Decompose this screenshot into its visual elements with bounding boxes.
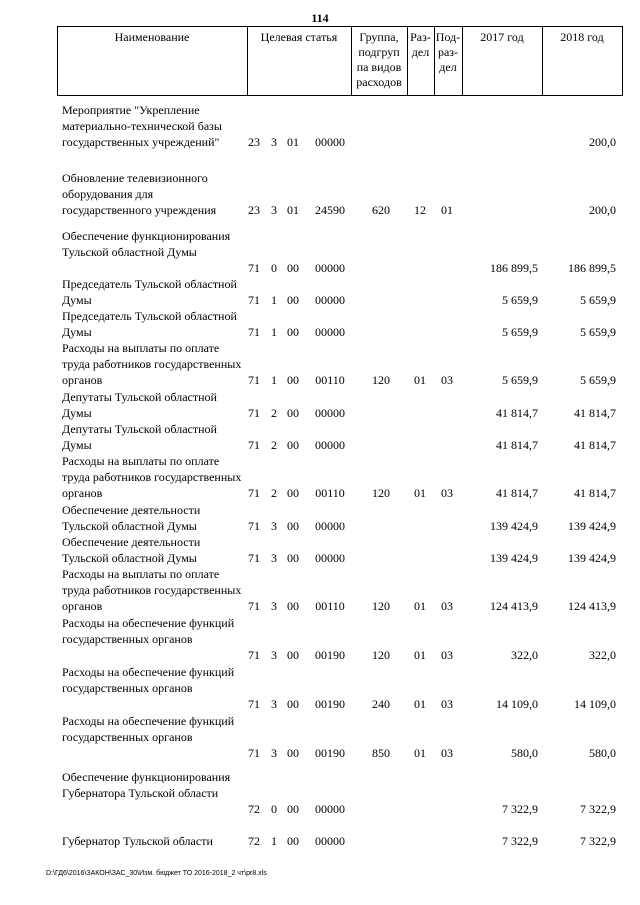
code-subprogram: 3 xyxy=(271,135,277,149)
code-subprogram: 2 xyxy=(271,438,277,452)
code-direction: 00190 xyxy=(315,746,345,760)
group-code: 620 xyxy=(372,203,390,217)
amount-2017: 41 814,7 xyxy=(496,438,538,452)
amount-2017: 7 322,9 xyxy=(502,802,538,816)
amount-2018: 41 814,7 xyxy=(574,438,616,452)
code-subprogram: 1 xyxy=(271,373,277,387)
code-subprogram: 1 xyxy=(271,293,277,307)
amount-2017: 41 814,7 xyxy=(496,406,538,420)
razdel-code: 01 xyxy=(414,697,426,711)
amount-2018: 41 814,7 xyxy=(574,406,616,420)
row-name: Председатель Тульской областной Думы xyxy=(62,277,237,307)
row-name: Обеспечение деятельности Тульской областной Думы xyxy=(62,503,201,533)
row-name: Депутаты Тульской областной Думы xyxy=(62,422,217,452)
amount-2017: 580,0 xyxy=(511,746,538,760)
podrazdel-code: 03 xyxy=(441,486,453,500)
code-direction: 00190 xyxy=(315,648,345,662)
code-event: 00 xyxy=(287,519,299,533)
amount-2018: 7 322,9 xyxy=(580,834,616,848)
code-program: 71 xyxy=(248,599,260,613)
razdel-code: 01 xyxy=(414,373,426,387)
podrazdel-code: 03 xyxy=(441,599,453,613)
code-event: 00 xyxy=(287,406,299,420)
table-header xyxy=(57,26,623,96)
code-subprogram: 2 xyxy=(271,406,277,420)
amount-2018: 5 659,9 xyxy=(580,325,616,339)
amount-2018: 186 899,5 xyxy=(568,261,616,275)
row-name: Расходы на выплаты по оплате труда работников государственных органов xyxy=(62,454,242,500)
header-name: Наименование xyxy=(114,30,190,44)
group-code: 120 xyxy=(372,599,390,613)
code-program: 23 xyxy=(248,203,260,217)
podrazdel-code: 03 xyxy=(441,648,453,662)
code-subprogram: 0 xyxy=(271,261,277,275)
code-direction: 00110 xyxy=(315,599,345,613)
group-code: 120 xyxy=(372,373,390,387)
code-event: 00 xyxy=(287,325,299,339)
code-direction: 00000 xyxy=(315,135,345,149)
podrazdel-code: 01 xyxy=(441,203,453,217)
code-program: 71 xyxy=(248,373,260,387)
podrazdel-code: 03 xyxy=(441,373,453,387)
razdel-code: 01 xyxy=(414,746,426,760)
header-group: Группа, подгруп па видов расходов xyxy=(356,30,402,89)
group-code: 240 xyxy=(372,697,390,711)
amount-2018: 5 659,9 xyxy=(580,373,616,387)
amount-2017: 139 424,9 xyxy=(490,519,538,533)
page-number: 114 xyxy=(311,11,329,25)
code-program: 71 xyxy=(248,261,260,275)
code-program: 72 xyxy=(248,834,260,848)
code-event: 00 xyxy=(287,648,299,662)
code-event: 00 xyxy=(287,746,299,760)
code-subprogram: 3 xyxy=(271,599,277,613)
razdel-code: 01 xyxy=(414,648,426,662)
group-code: 120 xyxy=(372,486,390,500)
row-name: Губернатор Тульской области xyxy=(62,834,213,848)
code-event: 00 xyxy=(287,486,299,500)
row-name: Расходы на выплаты по оплате труда работников государственных органов xyxy=(62,567,242,613)
row-name: Обеспечение функционирования Губернатора Тульской области xyxy=(62,770,231,800)
code-program: 71 xyxy=(248,648,260,662)
razdel-code: 01 xyxy=(414,486,426,500)
row-name: Мероприятие "Укрепление материально-технической базы государственных учреждений" xyxy=(62,103,222,149)
amount-2018: 200,0 xyxy=(589,135,616,149)
code-direction: 00000 xyxy=(315,261,345,275)
code-subprogram: 1 xyxy=(271,325,277,339)
header-divider xyxy=(622,26,623,96)
amount-2018: 5 659,9 xyxy=(580,293,616,307)
amount-2018: 200,0 xyxy=(589,203,616,217)
code-direction: 00110 xyxy=(315,486,345,500)
amount-2017: 139 424,9 xyxy=(490,551,538,565)
amount-2017: 14 109,0 xyxy=(496,697,538,711)
razdel-code: 12 xyxy=(414,203,426,217)
code-subprogram: 3 xyxy=(271,648,277,662)
code-direction: 00110 xyxy=(315,373,345,387)
code-program: 71 xyxy=(248,406,260,420)
group-code: 850 xyxy=(372,746,390,760)
row-name: Депутаты Тульской областной Думы xyxy=(62,390,217,420)
code-program: 71 xyxy=(248,438,260,452)
amount-2017: 186 899,5 xyxy=(490,261,538,275)
header-target: Целевая статья xyxy=(260,30,338,44)
row-name: Обеспечение деятельности Тульской областной Думы xyxy=(62,535,201,565)
code-subprogram: 2 xyxy=(271,486,277,500)
code-program: 72 xyxy=(248,802,260,816)
code-direction: 24590 xyxy=(315,203,345,217)
code-program: 71 xyxy=(248,486,260,500)
footer-path: D:\ГД6\2016\ЗАКОН\ЗАС_30\Изм. бюджет ТО 2016-2018_2 чт\pr8.xls xyxy=(46,870,267,877)
code-direction: 00190 xyxy=(315,697,345,711)
code-program: 71 xyxy=(248,293,260,307)
amount-2018: 7 322,9 xyxy=(580,802,616,816)
code-event: 00 xyxy=(287,599,299,613)
code-subprogram: 3 xyxy=(271,697,277,711)
header-bottom-border xyxy=(57,95,623,96)
amount-2017: 5 659,9 xyxy=(502,293,538,307)
podrazdel-code: 03 xyxy=(441,746,453,760)
code-subprogram: 3 xyxy=(271,746,277,760)
amount-2018: 322,0 xyxy=(589,648,616,662)
code-program: 71 xyxy=(248,519,260,533)
code-event: 01 xyxy=(287,135,299,149)
header-top-border xyxy=(57,26,623,27)
code-subprogram: 3 xyxy=(271,551,277,565)
code-event: 00 xyxy=(287,293,299,307)
code-program: 71 xyxy=(248,746,260,760)
code-program: 71 xyxy=(248,325,260,339)
code-event: 00 xyxy=(287,551,299,565)
amount-2018: 580,0 xyxy=(589,746,616,760)
row-name: Расходы на обеспечение функций государственных органов xyxy=(62,616,235,646)
code-direction: 00000 xyxy=(315,293,345,307)
code-event: 00 xyxy=(287,697,299,711)
code-event: 00 xyxy=(287,373,299,387)
code-program: 23 xyxy=(248,135,260,149)
amount-2018: 14 109,0 xyxy=(574,697,616,711)
header-podrazdel: Под- раз- дел xyxy=(435,30,461,74)
code-event: 01 xyxy=(287,203,299,217)
code-event: 00 xyxy=(287,802,299,816)
code-event: 00 xyxy=(287,261,299,275)
amount-2018: 41 814,7 xyxy=(574,486,616,500)
code-direction: 00000 xyxy=(315,438,345,452)
code-direction: 00000 xyxy=(315,834,345,848)
code-program: 71 xyxy=(248,697,260,711)
podrazdel-code: 03 xyxy=(441,697,453,711)
amount-2017: 5 659,9 xyxy=(502,373,538,387)
code-direction: 00000 xyxy=(315,519,345,533)
code-program: 71 xyxy=(248,551,260,565)
amount-2017: 322,0 xyxy=(511,648,538,662)
razdel-code: 01 xyxy=(414,599,426,613)
row-name: Председатель Тульской областной Думы xyxy=(62,309,237,339)
header-2017: 2017 год xyxy=(480,30,524,44)
code-subprogram: 1 xyxy=(271,834,277,848)
amount-2017: 5 659,9 xyxy=(502,325,538,339)
amount-2017: 41 814,7 xyxy=(496,486,538,500)
code-subprogram: 3 xyxy=(271,519,277,533)
code-subprogram: 3 xyxy=(271,203,277,217)
code-direction: 00000 xyxy=(315,325,345,339)
amount-2018: 124 413,9 xyxy=(568,599,616,613)
code-direction: 00000 xyxy=(315,551,345,565)
code-event: 00 xyxy=(287,438,299,452)
row-name: Расходы на обеспечение функций государственных органов xyxy=(62,714,235,744)
row-name: Обновление телевизионного оборудования для государственного учреждения xyxy=(62,171,217,217)
amount-2017: 124 413,9 xyxy=(490,599,538,613)
code-subprogram: 0 xyxy=(271,802,277,816)
header-razdel: Раз- дел xyxy=(410,30,431,59)
header-2018: 2018 год xyxy=(560,30,604,44)
amount-2018: 139 424,9 xyxy=(568,519,616,533)
amount-2018: 139 424,9 xyxy=(568,551,616,565)
row-name: Обеспечение функционирования Тульской областной Думы xyxy=(62,229,231,259)
amount-2017: 7 322,9 xyxy=(502,834,538,848)
code-direction: 00000 xyxy=(315,406,345,420)
group-code: 120 xyxy=(372,648,390,662)
code-direction: 00000 xyxy=(315,802,345,816)
row-name: Расходы на выплаты по оплате труда работников государственных органов xyxy=(62,341,242,387)
row-name: Расходы на обеспечение функций государственных органов xyxy=(62,665,235,695)
code-event: 00 xyxy=(287,834,299,848)
